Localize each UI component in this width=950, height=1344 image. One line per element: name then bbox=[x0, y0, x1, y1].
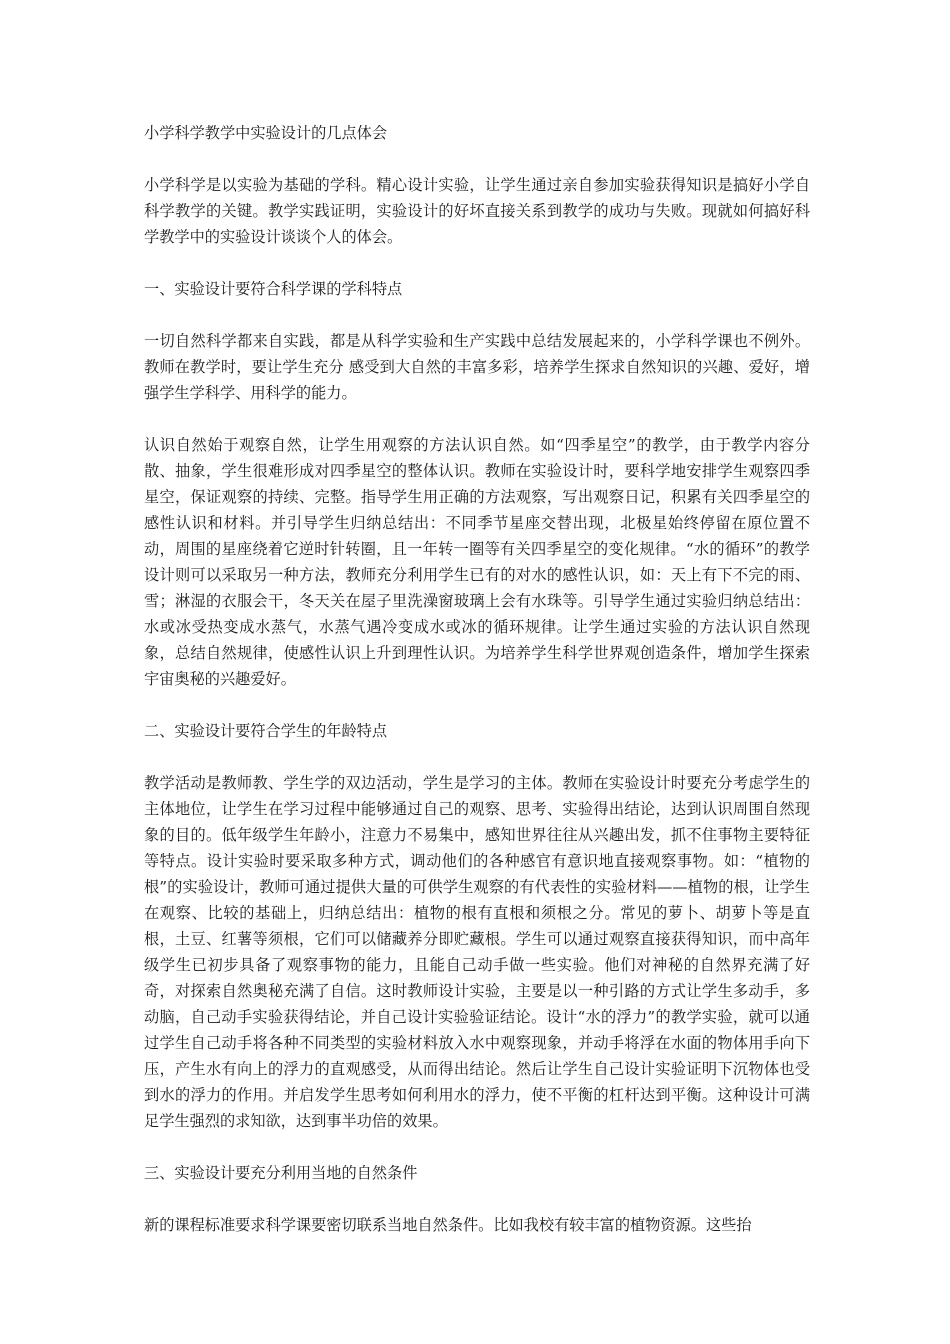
section-1-paragraph-2: 认识自然始于观察自然，让学生用观察的方法认识自然。如“四季星空”的教学，由于教学内容分散、抽象，学生很难形成对四季星空的整体认识。教师在实验设计时，要科学地安排学生观察四季星空，保证观察的持续、完整。指导学生用正确的方法观察，写出观察日记，积累有关四季星空的感性认识和材料。并引导学生归纳总结出：不同季节星座交替出现，北极星始终停留在原位置不动，周围的星座绕着它逆时针转圈，且一年转一圈等有关四季星空的变化规律。“水的循环”的教学设计则可以采取另一种方法，教师充分利用学生已有的对水的感性认识，如：天上有下不完的雨、雪；淋湿的衣服会干，冬天关在屋子里洗澡窗玻璃上会有水珠等。引导学生通过实验归纳总结出：水或冰受热变成水蒸气，水蒸气遇冷变成水或冰的循环规律。让学生通过实验的方法认识自然现象，总结自然规律，使感性认识上升到理性认识。为培养学生科学世界观创造条件，增加学生探索宇宙奥秘的兴趣爱好。 bbox=[144, 436, 810, 688]
document-page bbox=[144, 118, 810, 1264]
document-title: 小学科学教学中实验设计的几点体会 bbox=[144, 124, 387, 142]
section-1-heading: 一、实验设计要符合科学课的学科特点 bbox=[144, 280, 403, 298]
section-2-heading: 二、实验设计要符合学生的年龄特点 bbox=[144, 722, 387, 740]
section-3-heading: 三、实验设计要充分利用当地的自然条件 bbox=[144, 1164, 418, 1182]
section-3-paragraph-1: 新的课程标准要求科学课要密切联系当地自然条件。比如我校有较丰富的植物资源。这些抬 bbox=[144, 1216, 752, 1234]
section-2-paragraph-1: 教学活动是教师教、学生学的双边活动，学生是学习的主体。教师在实验设计时要充分考虑学生的主体地位，让学生在学习过程中能够通过自己的观察、思考、实验得出结论，达到认识周围自然现象的目的。低年级学生年龄小，注意力不易集中，感知世界往往从兴趣出发，抓不住事物主要特征等特点。设计实验时要采取多种方式，调动他们的各种感官有意识地直接观察事物。如：“植物的根”的实验设计，教师可通过提供大量的可供学生观察的有代表性的实验材料——植物的根，让学生在观察、比较的基础上，归纳总结出：植物的根有直根和须根之分。常见的萝卜、胡萝卜等是直根，土豆、红薯等须根，它们可以储藏养分即贮藏根。学生可以通过观察直接获得知识，而中高年级学生已初步具备了观察事物的能力，且能自己动手做一些实验。他们对神秘的自然界充满了好奇，对探索自然奥秘充满了自信。这时教师设计实验，主要是以一种引路的方式让学生多动手，多动脑，自己动手实验获得结论，并自己设计实验验证结论。设计“水的浮力”的教学实验，就可以通过学生自己动手将各种不同类型的实验材料放入水中观察现象，并动手将浮在水面的物体用手向下压，产生水有向上的浮力的直观感受，从而得出结论。然后让学生自己设计实验证明下沉物体也受到水的浮力的作用。并启发学生思考如何利用水的浮力，使不平衡的杠杆达到平衡。这种设计可满足学生强烈的求知欲，达到事半功倍的效果。 bbox=[144, 774, 810, 1130]
section-1-paragraph-1: 一切自然科学都来自实践，都是从科学实验和生产实践中总结发展起来的，小学科学课也不例外。教师在教学时，要让学生充分 感受到大自然的丰富多彩，培养学生探求自然知识的兴趣、爱好，增强学生学科学、用科学的能力。 bbox=[144, 332, 810, 402]
intro-paragraph: 小学科学是以实验为基础的学科。精心设计实验，让学生通过亲自参加实验获得知识是搞好小学自科学教学的关键。教学实践证明，实验设计的好坏直接关系到教学的成功与失败。现就如何搞好科学教学中的实验设计谈谈个人的体会。 bbox=[144, 176, 810, 246]
